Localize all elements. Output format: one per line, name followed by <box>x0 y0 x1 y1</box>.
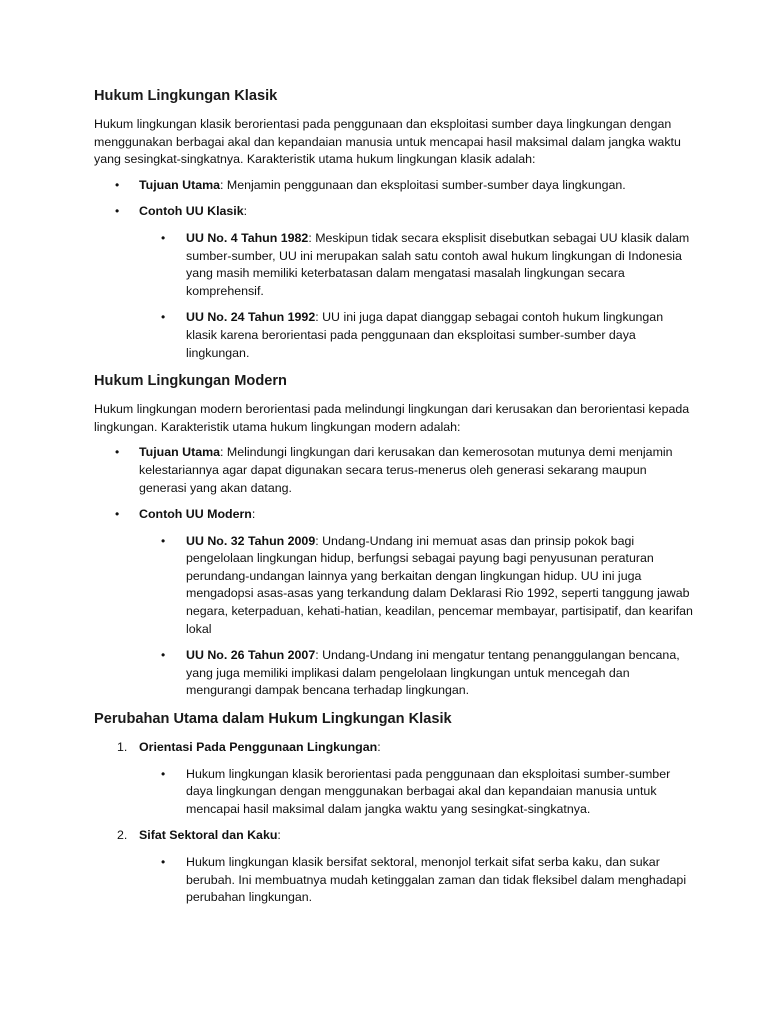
bullet-icon: • <box>161 533 166 548</box>
intro-modern: Hukum lingkungan modern berorientasi pada melindungi lingkungan dari kerusakan dan berorientasi kepada lingkungan. Karakteristik utama hukum lingkungan modern adalah: <box>94 402 690 434</box>
law-title: UU No. 24 Tahun 1992 <box>186 310 316 325</box>
section-title-perubahan: Perubahan Utama dalam Hukum Lingkungan Klasik <box>94 711 452 728</box>
law-title: UU No. 32 Tahun 2009 <box>186 533 316 548</box>
section-title-klasik: Hukum Lingkungan Klasik <box>94 88 278 104</box>
law-title: UU No. 26 Tahun 2007 <box>186 648 316 663</box>
intro-klasik: Hukum lingkungan klasik berorientasi pada penggunaan dan eksploitasi sumber daya lingkungan dengan menggunakan berbagai akal dan kepandaian manusia untuk mencapai hasil maksimal dalam jangka waktu yang sesingkat-singkatnya. Karakteristik utama hukum lingkungan klasik adalah: <box>94 117 681 167</box>
bullet-icon: • <box>115 204 120 219</box>
item-number: 1. <box>117 740 128 755</box>
law-title: UU No. 4 Tahun 1982 <box>186 230 309 245</box>
term-label: Sifat Sektoral dan Kaku <box>139 828 278 843</box>
item-number: 2. <box>117 828 128 843</box>
list-modern <box>94 444 696 700</box>
item-text: : <box>243 204 248 219</box>
list-item-tujuan-modern <box>94 444 696 497</box>
list-item-contoh-modern <box>94 506 696 524</box>
bullet-icon: • <box>161 310 166 325</box>
bullet-icon: • <box>115 507 120 522</box>
bullet-icon: • <box>161 766 166 781</box>
list-item-law <box>94 647 696 700</box>
list-item-contoh-klasik <box>94 203 696 221</box>
item-text: : Menjamin penggunaan dan eksploitasi sumber-sumber daya lingkungan. <box>220 177 626 192</box>
term-label: Contoh UU Klasik <box>139 204 244 219</box>
list-klasik <box>94 177 696 362</box>
list-item-tujuan-klasik <box>94 177 696 195</box>
term-label: Tujuan Utama <box>139 445 221 460</box>
item-text: : Melindungi lingkungan dari kerusakan dan kemerosotan mutunya demi menjamin kelestariannya agar dapat digunakan secara terus-menerus oleh generasi sekarang maupun generasi yang akan datang. <box>139 445 673 495</box>
list-item-law <box>94 309 696 362</box>
numbered-item <box>94 827 696 845</box>
law-text: : UU ini juga dapat dianggap sebagai contoh hukum lingkungan klasik karena berorientasi pada penggunaan dan eksploitasi sumber-sumber daya lingkungan. <box>186 310 664 360</box>
law-text: : Undang-Undang ini memuat asas dan prinsip pokok bagi pengelolaan lingkungan hidup, berfungsi sebagai payung bagi penyusunan peraturan perundang-undangan lainnya yang berkaitan dengan lingkungan hidup. UU ini juga mengadopsi asas-asas yang terkandung dalam Deklarasi Rio 1992, seperti tanggung jawab negara, keterpaduan, kehati-hatian, keadilan, pencemar membayar, partisipatif, dan kearifan lokal <box>186 533 693 636</box>
item-text: : <box>277 828 281 843</box>
term-label: Tujuan Utama <box>139 177 221 192</box>
bullet-icon: • <box>161 855 166 869</box>
bullet-icon: • <box>161 230 166 245</box>
term-label: Contoh UU Modern <box>139 507 252 522</box>
law-text: : Undang-Undang ini mengatur tentang penanggulangan bencana, yang juga memiliki implikasi dalam pengelolaan lingkungan untuk mencegah dan mengurangi dampak bencana terhadap lingkungan. <box>186 648 680 698</box>
numbered-item <box>94 739 696 757</box>
sub-text: Hukum lingkungan klasik bersifat sektoral, menonjol terkait sifat serba kaku, dan sukar berubah. Ini membuatnya mudah ketinggalan zaman dan tidak fleksibel dalam menghadapi perubahan lingkungan. <box>186 855 687 905</box>
sub-text: Hukum lingkungan klasik berorientasi pada penggunaan dan eksploitasi sumber-sumber daya lingkungan dengan menggunakan berbagai akal dan kepandaian manusia untuk mencapai hasil maksimal dalam jangka waktu yang sesingkat-singkatnya. <box>186 766 671 816</box>
bullet-icon: • <box>115 177 120 192</box>
section-title-modern: Hukum Lingkungan Modern <box>94 373 287 390</box>
law-text: : Meskipun tidak secara eksplisit disebutkan sebagai UU klasik dalam sumber-sumber, UU ini merupakan salah satu contoh awal hukum lingkungan di Indonesia yang masih memiliki keterbatasan dalam mengatasi masalah lingkungan secara komprehensif. <box>186 230 690 298</box>
list-item-sub <box>94 854 696 907</box>
numbered-list-perubahan <box>94 739 696 907</box>
item-text: : <box>251 507 256 522</box>
item-text: : <box>377 740 381 755</box>
list-item-law <box>94 533 696 639</box>
list-item-law <box>94 230 696 300</box>
bullet-icon: • <box>161 648 166 663</box>
bullet-icon: • <box>115 445 120 460</box>
term-label: Orientasi Pada Penggunaan Lingkungan <box>139 740 378 755</box>
list-item-sub <box>94 766 696 819</box>
